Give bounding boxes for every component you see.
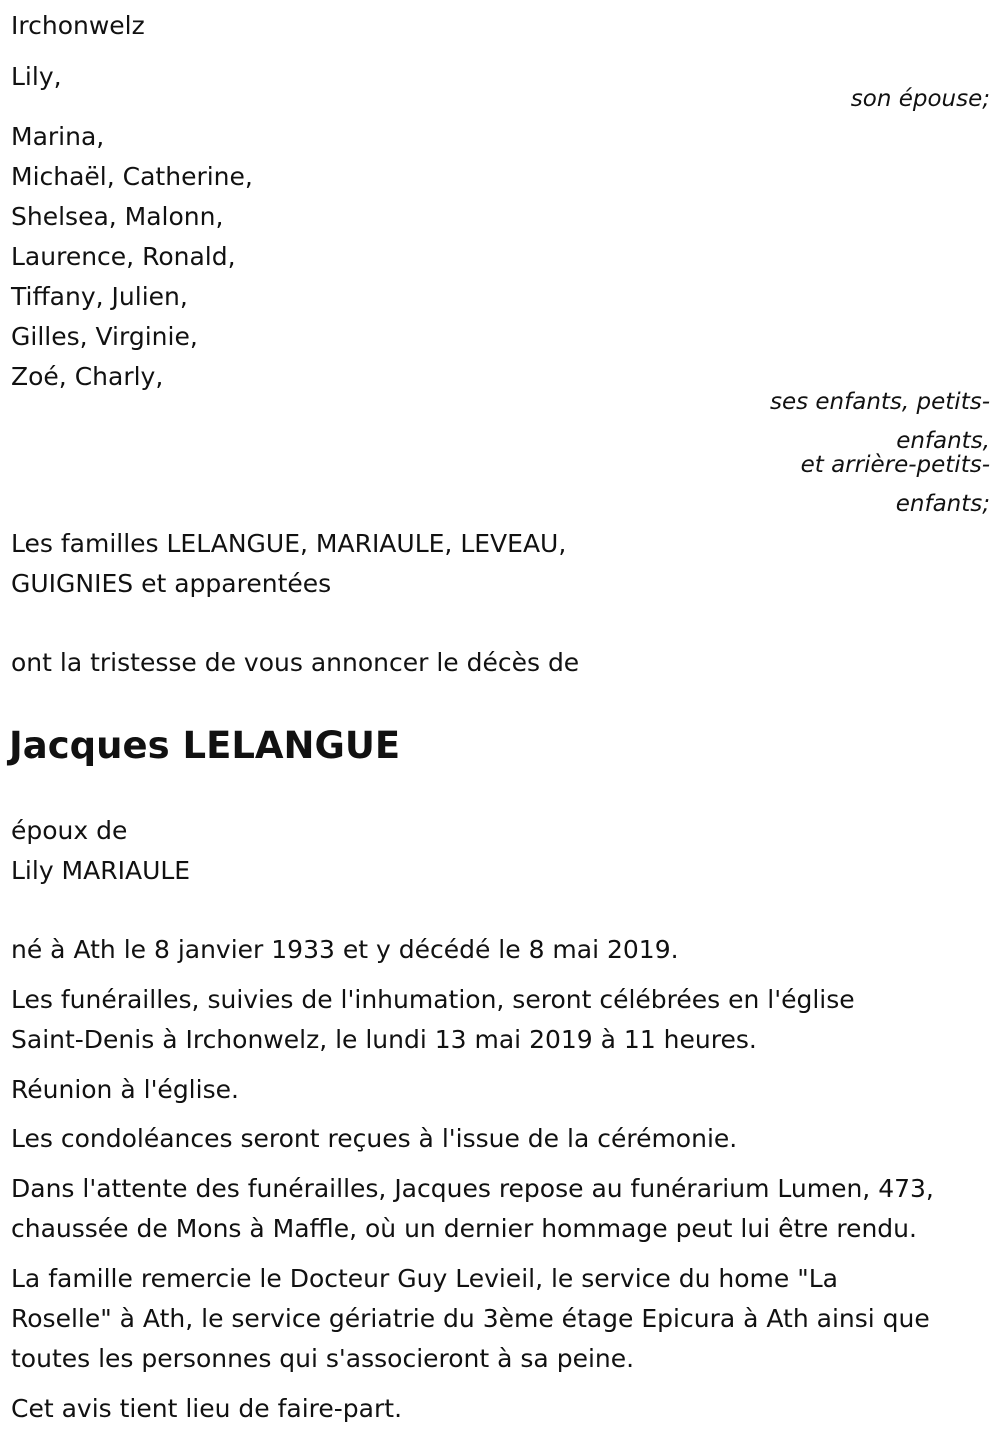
spouse-of-label: époux de: [11, 816, 128, 845]
list-item: Zoé, Charly,: [11, 362, 164, 391]
list-item: Marina,: [11, 122, 105, 151]
list-item: Shelsea, Malonn,: [11, 202, 224, 231]
list-item: Michaël, Catherine,: [11, 162, 253, 191]
children-role-line1: ses enfants, petits-: [769, 389, 990, 415]
list-item: Laurence, Ronald,: [11, 242, 236, 271]
notice-text: Cet avis tient lieu de faire-part.: [11, 1394, 403, 1423]
spouse-name: Lily,: [11, 62, 62, 91]
thanks-text-line2: Roselle" à Ath, le service gériatrie du 3ème étage Epicura à Ath ainsi que: [11, 1304, 930, 1333]
funeral-text-line1: Les funérailles, suivies de l'inhumation, seront célébrées en l'église: [11, 985, 855, 1014]
deceased-name: Jacques LELANGUE: [9, 724, 401, 767]
children-role-line4: enfants;: [895, 491, 990, 517]
location-header: Irchonwelz: [11, 11, 145, 40]
families-line1: Les familles LELANGUE, MARIAULE, LEVEAU,: [11, 529, 567, 558]
thanks-text-line3: toutes les personnes qui s'associeront à sa peine.: [11, 1344, 635, 1373]
condolences-text: Les condoléances seront reçues à l'issue de la cérémonie.: [11, 1124, 738, 1153]
birth-death-text: né à Ath le 8 janvier 1933 et y décédé le 8 mai 2019.: [11, 935, 679, 964]
announcement-text: ont la tristesse de vous annoncer le décès de: [11, 648, 580, 677]
thanks-text-line1: La famille remercie le Docteur Guy Levieil, le service du home "La: [11, 1264, 838, 1293]
list-item: Gilles, Virginie,: [11, 322, 198, 351]
spouse-of-name: Lily MARIAULE: [11, 856, 191, 885]
waiting-text-line1: Dans l'attente des funérailles, Jacques repose au funérarium Lumen, 473,: [11, 1174, 934, 1203]
families-line2: GUIGNIES et apparentées: [11, 569, 332, 598]
children-role-line2: enfants,: [896, 428, 990, 454]
meeting-text: Réunion à l'église.: [11, 1075, 239, 1104]
waiting-text-line2: chaussée de Mons à Maffle, où un dernier hommage peut lui être rendu.: [11, 1214, 917, 1243]
spouse-role: son épouse;: [850, 86, 990, 112]
children-role-line3: et arrière-petits-: [800, 452, 990, 478]
funeral-text-line2: Saint-Denis à Irchonwelz, le lundi 13 mai 2019 à 11 heures.: [11, 1025, 757, 1054]
list-item: Tiffany, Julien,: [11, 282, 188, 311]
